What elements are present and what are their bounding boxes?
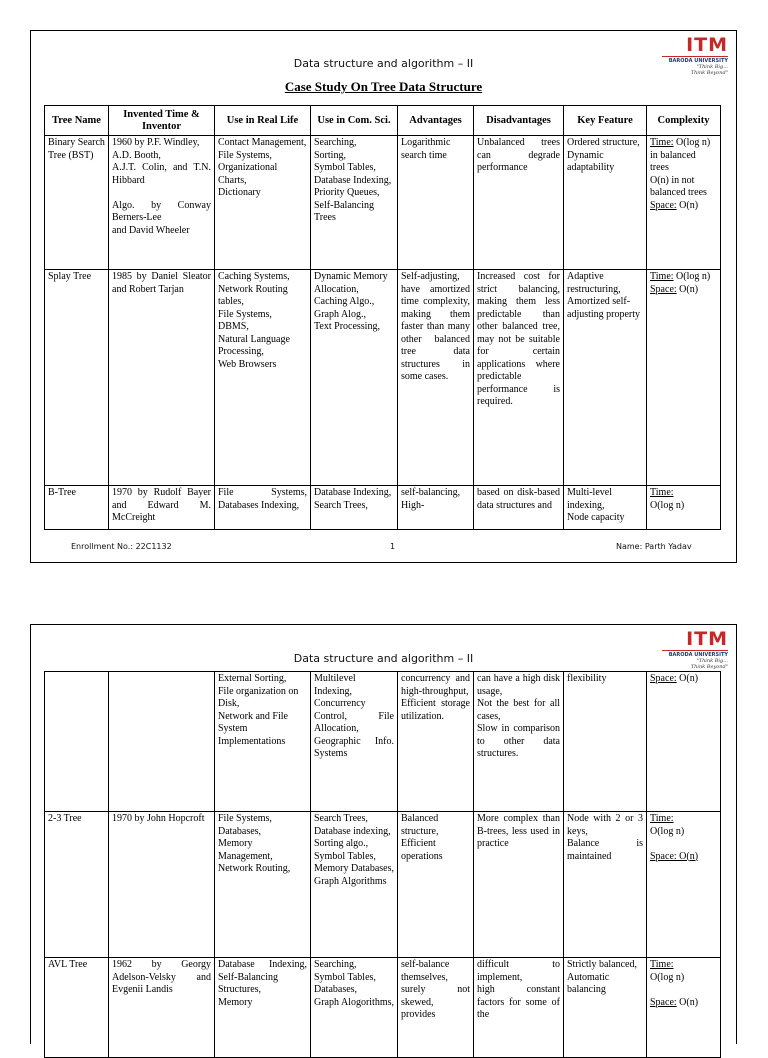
inventor-cell: 1960 by P.F. Windley, A.D. Booth, A.J.T. Colin, and T.N. Hibbard Algo. by Conway Berners-Lee and David Wheeler (109, 136, 215, 270)
disadvantages-cell: difficult to implement, high constant factors for some of the (474, 958, 564, 1058)
com-sci-cell: Search Trees, Database indexing, Sorting algo., Symbol Tables, Memory Databases, Graph Algorithms (311, 812, 398, 958)
advantages-cell: Balanced structure, Efficient operations (398, 812, 474, 958)
tree-name-cell: AVL Tree (45, 958, 109, 1058)
advantages-cell: Logarithmic search time (398, 136, 474, 270)
page-header-title: Data structure and algorithm – II (293, 57, 474, 70)
key-feature-cell: Adaptive restructuring, Amortized self-adjusting property (564, 270, 647, 486)
tree-name-cell: Binary Search Tree (BST) (45, 136, 109, 270)
page-header-title: Data structure and algorithm – II (293, 652, 474, 665)
header-cell: Invented Time & Inventor (109, 106, 215, 136)
header-cell: Disadvantages (474, 106, 564, 136)
inventor-cell (109, 672, 215, 812)
disadvantages-cell: Increased cost for strict balancing, making them less predictable than other balanced tree, may not be suitable for certain applications where predictable performance is required. (474, 270, 564, 486)
table-row (45, 672, 721, 812)
real-life-cell: Database Indexing, Self-Balancing Structures, Memory (215, 958, 311, 1058)
real-life-cell: Caching Systems, Network Routing tables, File Systems, DBMS, Natural Language Processing, Web Browsers (215, 270, 311, 486)
com-sci-cell: Database Indexing, Search Trees, (311, 486, 398, 530)
header-cell: Use in Com. Sci. (311, 106, 398, 136)
advantages-cell: concurrency and high-throughput, Efficient storage utilization. (398, 672, 474, 812)
advantages-cell: Self-adjusting, have amortized time complexity, making them faster than many other balanced tree data structures in some cases. (398, 270, 474, 486)
tree-name-cell: 2-3 Tree (45, 812, 109, 958)
key-feature-cell: Strictly balanced, Automatic balancing (564, 958, 647, 1058)
complexity-cell: Time: O(log n) (647, 486, 721, 530)
key-feature-cell: flexibility (564, 672, 647, 812)
header-cell: Key Feature (564, 106, 647, 136)
header-cell: Tree Name (45, 106, 109, 136)
advantages-cell: self-balancing, High- (398, 486, 474, 530)
table-row (45, 270, 721, 486)
com-sci-cell: Searching, Sorting, Symbol Tables, Database Indexing, Priority Queues, Self-Balancing Trees (311, 136, 398, 270)
complexity-cell: Time: O(log n) Space: O(n) (647, 958, 721, 1058)
complexity-cell: Time: O(log n) Space: O(n) (647, 270, 721, 486)
real-life-cell: Contact Management, File Systems, Organizational Charts, Dictionary (215, 136, 311, 270)
disadvantages-cell: More complex than B-trees, less used in practice (474, 812, 564, 958)
document-page-1 (30, 30, 737, 563)
complexity-cell: Time: O(log n) in balanced trees O(n) in not balanced trees Space: O(n) (647, 136, 721, 270)
key-feature-cell: Multi-level indexing, Node capacity (564, 486, 647, 530)
disadvantages-cell: based on disk-based data structures and (474, 486, 564, 530)
table-row (45, 812, 721, 958)
advantages-cell: self-balance themselves, surely not skewed, provides (398, 958, 474, 1058)
inventor-cell: 1985 by Daniel Sleator and Robert Tarjan (109, 270, 215, 486)
case-study-table-continued (44, 671, 721, 1058)
real-life-cell: File Systems, Databases Indexing, (215, 486, 311, 530)
table-row (45, 136, 721, 270)
table-row (45, 958, 721, 1058)
header-cell: Use in Real Life (215, 106, 311, 136)
header-cell: Advantages (398, 106, 474, 136)
com-sci-cell: Dynamic Memory Allocation, Caching Algo., Graph Alog., Text Processing, (311, 270, 398, 486)
table-row (45, 486, 721, 530)
table-header-row (45, 106, 721, 136)
com-sci-cell: Multilevel Indexing, Concurrency Control, File Allocation, Geographic Info. Systems (311, 672, 398, 812)
disadvantages-cell: can have a high disk usage, Not the best for all cases, Slow in comparison to other data structures. (474, 672, 564, 812)
university-logo: ITM BARODA UNIVERSITY "Think Big... Think Beyond" (662, 630, 728, 670)
tree-name-cell: B-Tree (45, 486, 109, 530)
complexity-cell: Space: O(n) (647, 672, 721, 812)
enrollment-number: Enrollment No.: 22C1132 (71, 542, 172, 551)
inventor-cell: 1970 by John Hopcroft (109, 812, 215, 958)
header-cell: Complexity (647, 106, 721, 136)
page-number: 1 (390, 542, 396, 551)
inventor-cell: 1962 by Georgy Adelson-Velsky and Evgenii Landis (109, 958, 215, 1058)
university-logo: ITM BARODA UNIVERSITY "Think Big... Think Beyond" (662, 36, 728, 76)
key-feature-cell: Node with 2 or 3 keys, Balance is maintained (564, 812, 647, 958)
com-sci-cell: Searching, Symbol Tables, Databases, Graph Alogorithms, (311, 958, 398, 1058)
document-page-2 (30, 624, 737, 1044)
document-title: Case Study On Tree Data Structure (284, 79, 483, 94)
inventor-cell: 1970 by Rudolf Bayer and Edward M. McCreight (109, 486, 215, 530)
student-name: Name: Parth Yadav (616, 542, 692, 551)
real-life-cell: File Systems, Databases, Memory Management, Network Routing, (215, 812, 311, 958)
tree-name-cell (45, 672, 109, 812)
key-feature-cell: Ordered structure, Dynamic adaptability (564, 136, 647, 270)
disadvantages-cell: Unbalanced trees can degrade performance (474, 136, 564, 270)
real-life-cell: External Sorting, File organization on Disk, Network and File System Implementations (215, 672, 311, 812)
tree-name-cell: Splay Tree (45, 270, 109, 486)
complexity-cell: Time: O(log n) Space: O(n) (647, 812, 721, 958)
case-study-table (44, 105, 721, 530)
